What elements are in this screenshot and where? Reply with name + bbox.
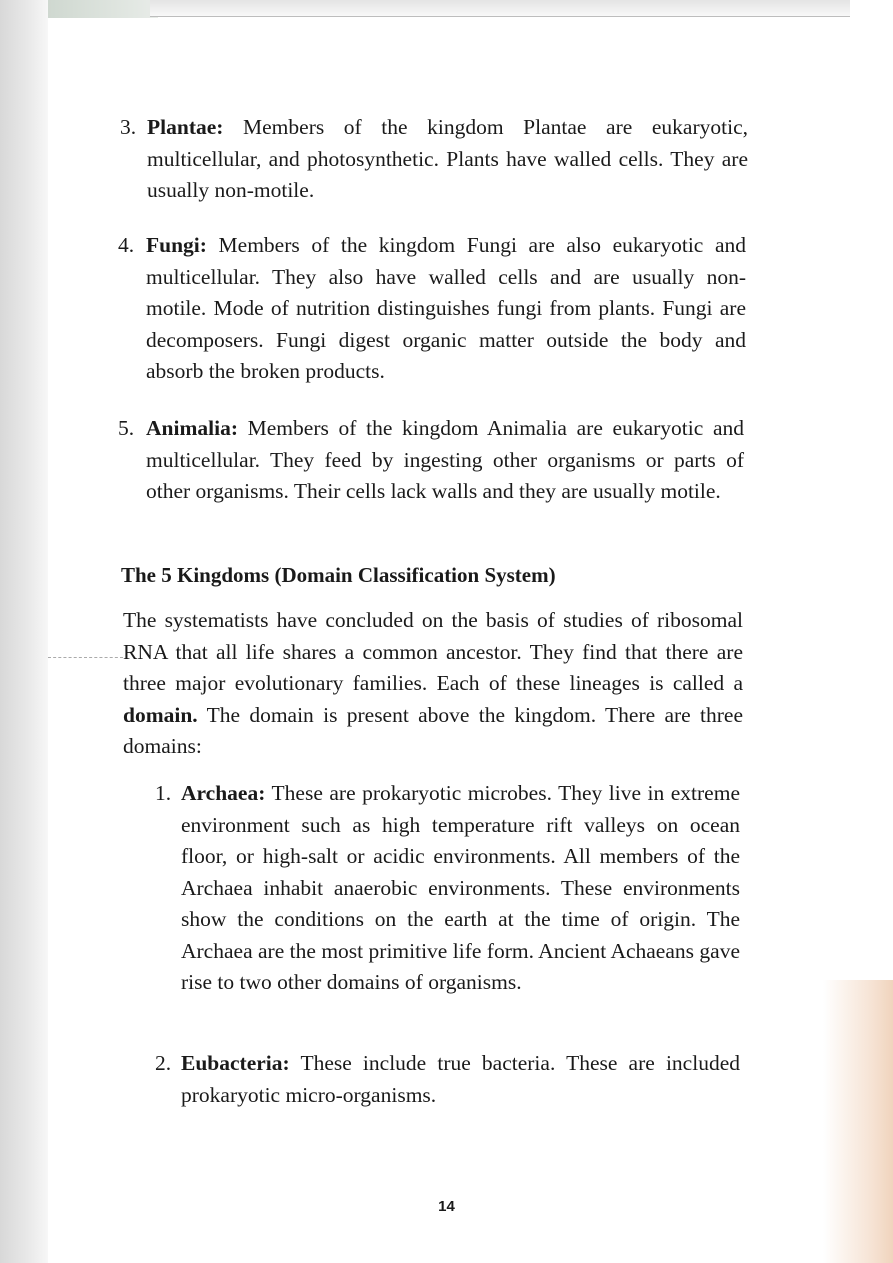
list-item-fungi: [118, 230, 746, 388]
list-number: 4.: [118, 233, 135, 257]
description-animalia: Members of the kingdom Animalia are eukaryotic and multicellular. They feed by ingesting other organisms or parts of other organisms. Their cells lack walls and they are usually motile.: [146, 416, 744, 503]
list-number: 1.: [155, 781, 172, 805]
section-heading: The 5 Kingdoms (Domain Classification System): [121, 563, 556, 587]
list-number: 5.: [118, 416, 135, 440]
list-number: 3.: [120, 115, 137, 139]
page-top-edge: [150, 0, 850, 17]
term-fungi: Fungi:: [146, 233, 207, 257]
intro-text-1: The systematists have concluded on the basis of studies of ribosomal RNA that all life shares a common ancestor. They find that there are three major evolutionary families. Each of these lineages is called a: [123, 608, 743, 695]
list-number: 2.: [155, 1051, 172, 1075]
description-eubacteria: These include true bacteria. These are included prokaryotic micro-organisms.: [181, 1051, 740, 1107]
description-fungi: Members of the kingdom Fungi are also eukaryotic and multicellular. They also have walled cells and are usually non- motile. Mode of nutrition distinguishes fungi from plants. Fungi are decomposers. Fungi digest organic matter outside the body and absorb the broken products.: [146, 233, 746, 383]
description-archaea: These are prokaryotic microbes. They live in extreme environment such as high temperature rift valleys on ocean floor, or high-salt or acidic environments. All members of the Archaea inhabit anaerobic environments. These environments show the conditions on the earth at the time of origin. The Archaea are the most primitive life form. Ancient Achaeans gave rise to two other domains of organisms.: [181, 781, 740, 994]
intro-text-2: The domain is present above the kingdom. There are three domains:: [123, 702, 743, 758]
intro-paragraph: [123, 605, 743, 763]
description-plantae: Members of the kingdom Plantae are eukaryotic, multicellular, and photosynthetic. Plants have walled cells. They are usually non-motile.: [147, 115, 748, 202]
term-plantae: Plantae:: [147, 115, 224, 139]
binding-shadow: [0, 0, 48, 1263]
page-tint: [823, 980, 893, 1263]
term-animalia: Animalia:: [146, 416, 238, 440]
fold-line: [48, 657, 123, 658]
intro-bold-term: domain.: [123, 702, 198, 727]
page-number: 14: [438, 1198, 455, 1215]
page-corner: [48, 0, 158, 18]
list-item-animalia: [118, 413, 744, 508]
list-item-eubacteria: [155, 1048, 740, 1111]
list-item-archaea: [155, 778, 740, 999]
term-archaea: Archaea:: [181, 781, 266, 805]
term-eubacteria: Eubacteria:: [181, 1051, 290, 1075]
list-item-plantae: [120, 112, 748, 207]
